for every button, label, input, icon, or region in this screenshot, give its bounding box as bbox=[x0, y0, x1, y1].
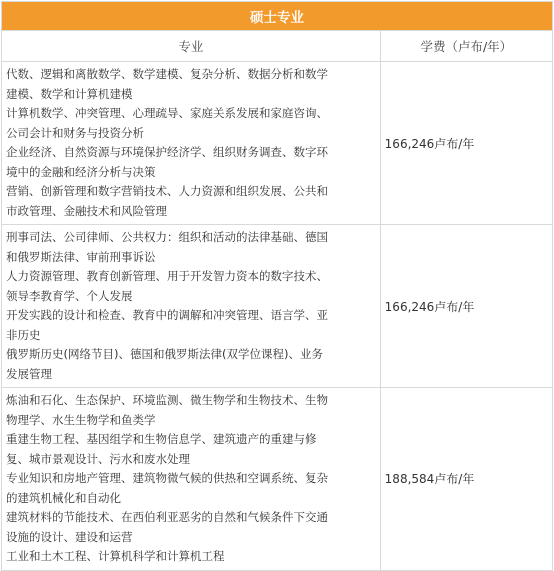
fee-cell: 166,246卢布/年 bbox=[380, 225, 552, 388]
major-line: 的建筑机械化和自动化 bbox=[6, 490, 121, 505]
fee-column-header: 学费（卢布/年） bbox=[380, 31, 552, 62]
table-row bbox=[2, 62, 553, 225]
major-line: 设施的设计、建设和运营 bbox=[6, 529, 133, 544]
major-line: 专业知识和房地产管理、建筑物微气候的供热和空调系统、复杂 bbox=[6, 471, 328, 485]
majors-cell bbox=[2, 62, 381, 225]
major-line: 非历史 bbox=[6, 327, 41, 342]
fee-cell: 188,584卢布/年 bbox=[380, 388, 552, 571]
table-row bbox=[2, 388, 553, 571]
table-row bbox=[2, 225, 553, 388]
major-line: 复、城市景观设计、污水和废水处理 bbox=[6, 451, 190, 466]
major-line: 公司会计和财务与投资分析 bbox=[6, 125, 144, 140]
major-line: 建模、数学和计算机建模 bbox=[6, 86, 133, 101]
major-line: 刑事司法、公司律师、公共权力：组织和活动的法律基础、德国 bbox=[6, 230, 328, 244]
major-line: 重建生物工程、基因组学和生物信息学、建筑遗产的重建与修 bbox=[6, 432, 317, 446]
major-line: 发展管理 bbox=[6, 366, 52, 381]
major-line: 代数、逻辑和离散数学、数学建模、复杂分析、数据分析和数学 bbox=[6, 67, 328, 81]
majors-cell bbox=[2, 225, 381, 388]
table-title: 硕士专业 bbox=[2, 2, 553, 31]
major-line: 开发实践的设计和检查、教育中的调解和冲突管理、语言学、亚 bbox=[6, 308, 328, 322]
table-title-row bbox=[2, 2, 553, 31]
major-line: 领导李教育学、个人发展 bbox=[6, 288, 133, 303]
major-line: 和俄罗斯法律、审前刑事诉讼 bbox=[6, 249, 156, 264]
major-column-header: 专业 bbox=[2, 31, 381, 62]
major-line: 境中的金融和经济分析与决策 bbox=[6, 164, 156, 179]
major-line: 工业和土木工程、计算机科学和计算机工程 bbox=[6, 549, 225, 563]
major-line: 物理学、水生生物学和鱼类学 bbox=[6, 412, 156, 427]
major-line: 炼油和石化、生态保护、环境监测、微生物学和生物技术、生物 bbox=[6, 393, 328, 407]
majors-cell bbox=[2, 388, 381, 571]
fee-cell: 166,246卢布/年 bbox=[380, 62, 552, 225]
major-line: 计算机数学、冲突管理、心理疏导、家庭关系发展和家庭咨询、 bbox=[6, 106, 328, 120]
major-line: 企业经济、自然资源与环境保护经济学、组织财务调查、数字环 bbox=[6, 145, 328, 159]
masters-programs-table bbox=[1, 1, 553, 571]
major-line: 俄罗斯历史(网络节目)、德国和俄罗斯法律(双学位课程)、业务 bbox=[6, 347, 323, 361]
major-line: 营销、创新管理和数字营销技术、人力资源和组织发展、公共和 bbox=[6, 184, 328, 198]
table-header-row bbox=[2, 31, 553, 62]
major-line: 建筑材料的节能技术、在西伯利亚恶劣的自然和气候条件下交通 bbox=[6, 510, 328, 524]
major-line: 人力资源管理、教育创新管理、用于开发智力资本的数字技术、 bbox=[6, 269, 328, 283]
major-line: 市政管理、金融技术和风险管理 bbox=[6, 203, 167, 218]
